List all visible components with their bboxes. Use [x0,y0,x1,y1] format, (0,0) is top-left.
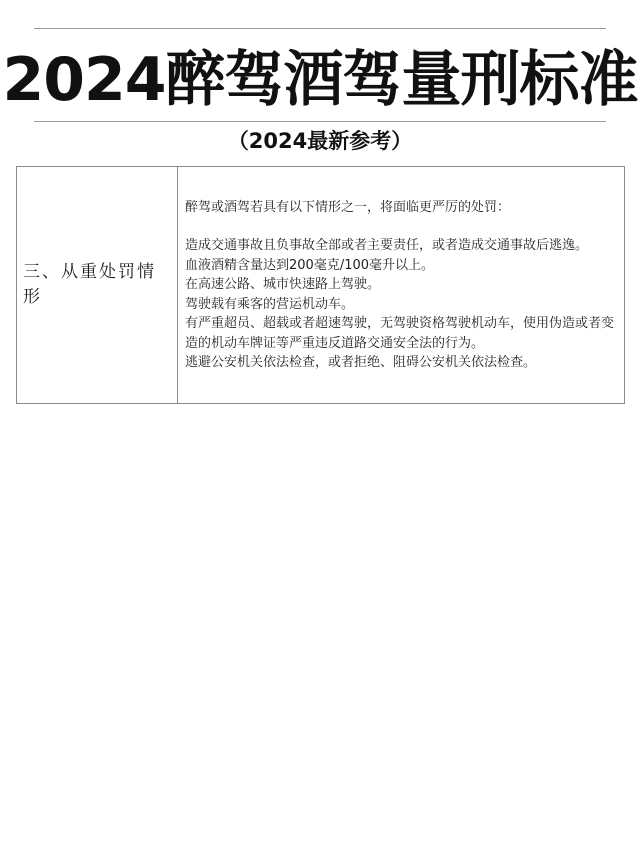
list-item: 驾驶载有乘客的营运机动车。 [185,296,355,312]
page-title: 2024醉驾酒驾量刑标准 [2,45,638,115]
list-item: 在高速公路、城市快速路上驾驶。 [185,277,381,292]
list-item: 血液酒精含量达到200毫克/100毫升以上。 [185,257,435,273]
title-divider [34,121,606,122]
page-subtitle: （2024最新参考） [227,129,413,153]
penalty-table [16,166,625,404]
list-item: 有严重超员、超载或者超速驾驶，无驾驶资格驾驶机动车，使用伪造或者变造的机动车牌证等严重违反道路交通安全法的行为。 [185,316,615,351]
list-item: 造成交通事故且负事故全部或者主要责任，或者造成交通事故后逃逸。 [185,238,589,253]
top-divider [34,28,606,29]
list-item: 逃避公安机关依法检查，或者拒绝、阻碍公安机关依法检查。 [185,355,537,370]
category-label: 三、从重处罚情形 [17,167,178,404]
table-row [17,167,625,404]
content-intro: 醉驾或酒驾若具有以下情形之一，将面临更严厉的处罚： [185,199,511,215]
category-content [178,167,625,404]
